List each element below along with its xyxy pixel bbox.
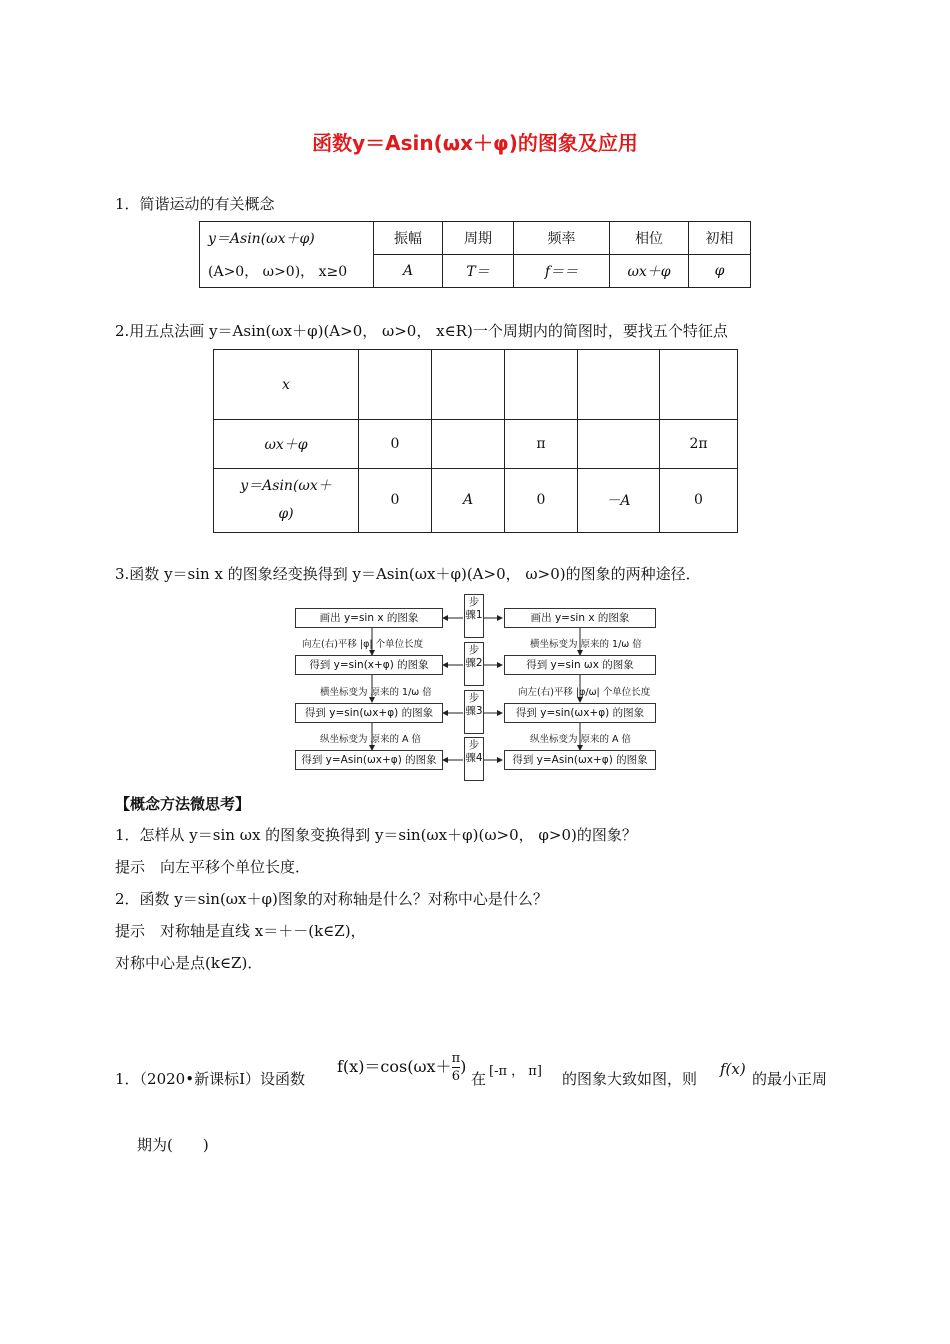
value-phase: ωx＋φ [610,255,689,288]
header-amplitude: 振幅 [374,222,443,255]
cell: π [505,420,578,468]
cell [432,420,505,468]
cell: 2π [660,420,738,468]
header-phase: 相位 [610,222,689,255]
cell [578,420,660,468]
flow-step-3: 步骤3 [464,690,484,734]
flow-left-box-3: 得到 y=sin(ωx+φ) 的图象 [295,703,443,723]
flow-left-caption-1: 向左(右)平移 |φ| 个单位长度 [302,639,424,650]
formula-fraction [452,1050,461,1085]
harmonic-row2-label: (A>0， ω>0)， x≥0 [200,255,374,288]
harmonic-row1-label: y＝Asin(ωx＋φ) [200,222,374,255]
flow-right-box-1: 画出 y=sin x 的图象 [504,608,656,628]
flow-right-caption-3: 纵坐标变为 原来的 A 倍 [530,734,632,745]
section-2-heading: 2.用五点法画 y＝Asin(ωx＋φ)(A>0， ω>0， x∈R)一个周期内的简图时，要找五个特征点 [115,322,728,340]
flow-right-box-2: 得到 y=sin ωx 的图象 [504,655,656,675]
cell: 0 [359,420,432,468]
formula-body: f(x)＝cos(ωx＋ [337,1057,452,1076]
problem-line-2: 期为( ) [137,1136,209,1154]
problem-formula [337,1050,466,1085]
cell: 0 [505,468,578,532]
think-question-2: 2．函数 y＝sin(ωx＋φ)图象的对称轴是什么？对称中心是什么？ [115,890,548,908]
cell [359,350,432,420]
row-label-x: x [214,350,359,420]
cell [578,350,660,420]
formula-fraction-num: π [451,1051,461,1066]
section-3-heading: 3.函数 y＝sin x 的图象经变换得到 y＝Asin(ωx＋φ)(A>0， ω>0)的图象的两种途径． [115,565,701,583]
problem-prefix: 1．（2020•新课标Ⅰ）设函数 [115,1070,305,1088]
harmonic-table [199,221,751,288]
formula-close: ) [460,1057,467,1076]
flow-left-box-4: 得到 y=Asin(ωx+φ) 的图象 [295,750,443,770]
flow-right-caption-2: 向左(右)平移 |φ/ω| 个单位长度 [518,687,651,698]
problem-fx: f(x) [720,1060,746,1078]
think-question-1: 1．怎样从 y＝sin ωx 的图象变换得到 y＝sin(ωx＋φ)(ω>0， φ>0)的图象？ [115,826,637,844]
cell: A [432,468,505,532]
flow-step-1: 步骤1 [464,594,484,638]
value-period: T＝ [443,255,514,288]
flow-left-box-2: 得到 y=sin(x+φ) 的图象 [295,655,443,675]
cell [660,350,738,420]
think-heading: 【概念方法微思考】 [115,795,251,813]
value-initial-phase: φ [689,255,751,288]
flow-right-box-3: 得到 y=sin(ωx+φ) 的图象 [504,703,656,723]
problem-mid-2: 的图象大致如图，则 [562,1070,698,1088]
cell [432,350,505,420]
section-1-heading: 1．简谐运动的有关概念 [115,195,275,213]
header-period: 周期 [443,222,514,255]
header-frequency: 频率 [514,222,610,255]
cell: －A [578,468,660,532]
transform-flow-diagram [290,592,665,782]
flow-left-caption-3: 纵坐标变为 原来的 A 倍 [320,734,422,745]
cell: 0 [660,468,738,532]
row-label-y-line1: y＝Asin(ωx＋ [240,478,332,495]
think-answer-1: 提示 向左平移个单位长度． [115,858,311,876]
problem-suffix: 的最小正周 [752,1070,828,1088]
header-initial-phase: 初相 [689,222,751,255]
row-label-phase: ωx＋φ [214,420,359,468]
flow-right-caption-1: 横坐标变为 原来的 1/ω 倍 [530,639,642,650]
flow-step-4: 步骤4 [464,737,484,781]
value-frequency: f＝＝ [514,255,610,288]
think-answer-2: 提示 对称轴是直线 x＝＋－(k∈Z)， [115,922,366,940]
five-point-table [213,349,738,533]
flow-step-2: 步骤2 [464,642,484,686]
value-amplitude: A [374,255,443,288]
flow-right-box-4: 得到 y=Asin(ωx+φ) 的图象 [504,750,656,770]
row-label-y [214,468,359,532]
flow-left-caption-2: 横坐标变为 原来的 1/ω 倍 [320,687,432,698]
problem-mid-1: 在 [471,1070,487,1088]
think-answer-2b: 对称中心是点(k∈Z)． [115,954,263,972]
page-title: 函数y＝Asin(ωx＋φ)的图象及应用 [312,131,638,155]
formula-fraction-den: 6 [451,1069,460,1084]
row-label-y-line2: φ) [278,506,294,523]
cell: 0 [359,468,432,532]
cell [505,350,578,420]
problem-interval: [-π ， π] [489,1064,542,1079]
flow-left-box-1: 画出 y=sin x 的图象 [295,608,443,628]
